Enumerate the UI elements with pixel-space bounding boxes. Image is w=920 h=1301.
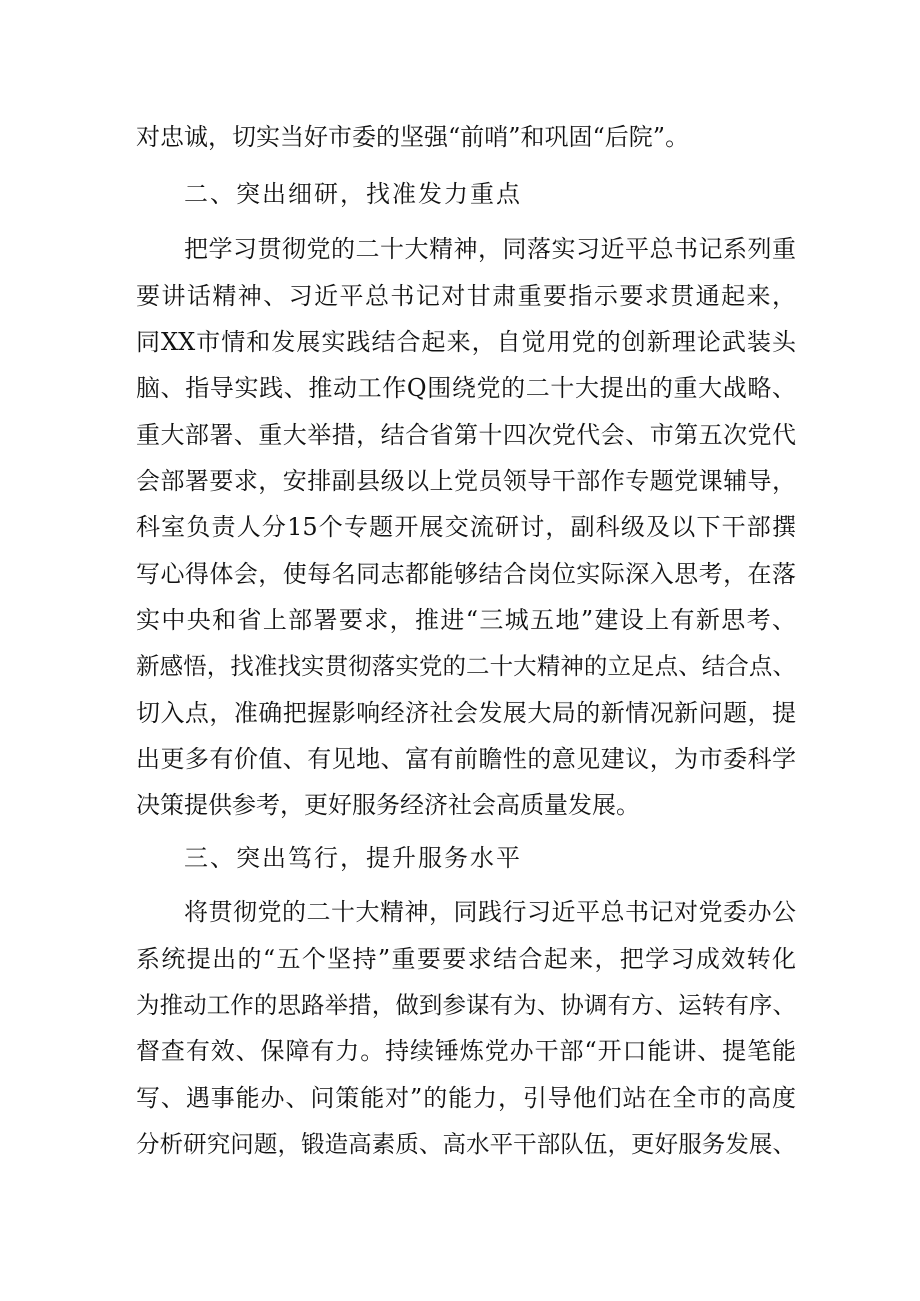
paragraph-line: 为推动工作的思路举措，做到参谋有为、协调有方、运转有序、 (136, 991, 796, 1019)
paragraph-line: 系统提出的“五个坚持”重要要求结合起来，把学习成效转化 (136, 945, 796, 973)
paragraph-line: 要讲话精神、习近平总书记对甘肃重要指示要求贯通起来， (136, 282, 796, 310)
paragraph-line: 新感悟，找准找实贯彻落实党的二十大精神的立足点、结合点、 (136, 652, 796, 680)
paragraph-line: 把学习贯彻党的二十大精神，同落实习近平总书记系列重 (184, 235, 796, 263)
paragraph-line: 脑、指导实践、推动工作Q围绕党的二十大提出的重大战略、 (136, 374, 796, 402)
paragraph-line: 切入点，准确把握影响经济社会发展大局的新情况新问题，提 (136, 699, 796, 727)
paragraph-line: 写心得体会，使每名同志都能够结合岗位实际深入思考，在落 (136, 560, 796, 588)
paragraph-line: 督查有效、保障有力。持续锤炼党办干部“开口能讲、提笔能 (136, 1037, 796, 1065)
section-heading-2: 二、突出细研，找准发力重点 (184, 180, 522, 208)
paragraph-line: 科室负责人分15个专题开展交流研讨，副科级及以下干部撰 (136, 513, 796, 541)
paragraph-line: 实中央和省上部署要求，推进“三城五地”建设上有新思考、 (136, 606, 796, 634)
paragraph-line: 出更多有价值、有见地、富有前瞻性的意见建议，为市委科学 (136, 745, 796, 773)
paragraph-line: 对忠诚，切实当好市委的坚强“前哨”和巩固“后院”。 (136, 123, 690, 151)
paragraph-line: 将贯彻党的二十大精神，同践行习近平总书记对党委办公 (184, 898, 796, 926)
section-heading-3: 三、突出笃行，提升服务水平 (184, 844, 522, 872)
paragraph-line: 同XX市情和发展实践结合起来，自觉用党的创新理论武装头 (136, 328, 796, 356)
paragraph-line: 会部署要求，安排副县级以上党员领导干部作专题党课辅导， (136, 467, 796, 495)
paragraph-line: 决策提供参考，更好服务经济社会高质量发展。 (136, 791, 640, 819)
paragraph-line: 重大部署、重大举措，结合省第十四次党代会、市第五次党代 (136, 421, 796, 449)
paragraph-line: 分析研究问题，锻造高素质、高水平干部队伍，更好服务发展、 (136, 1130, 796, 1158)
paragraph-line: 写、遇事能办、问策能对”的能力，引导他们站在全市的高度 (136, 1084, 796, 1112)
